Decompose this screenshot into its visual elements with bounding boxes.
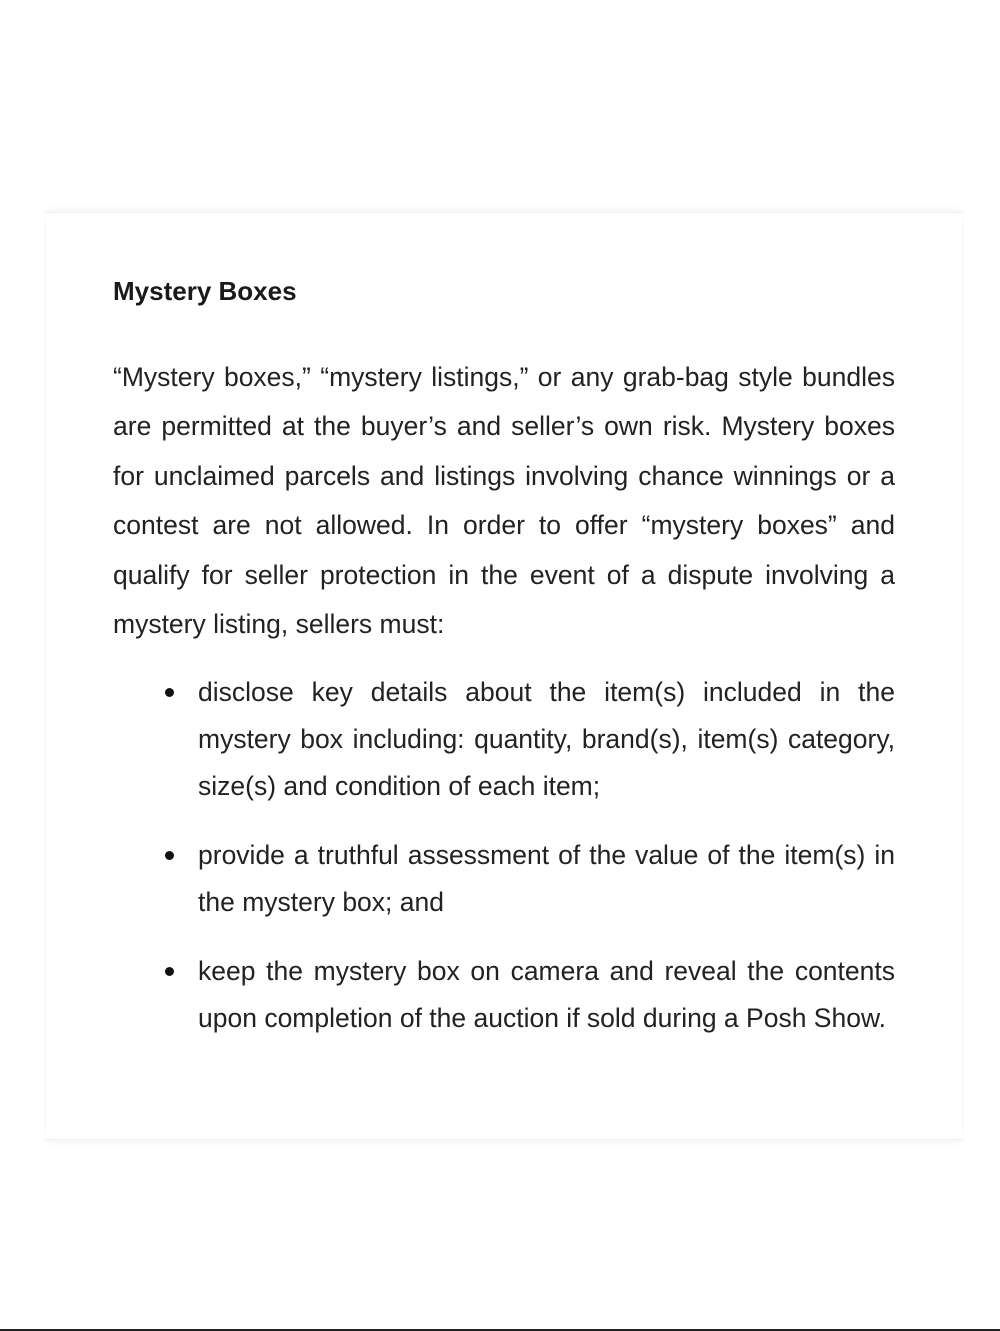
list-item-text: provide a truthful assessment of the value of the item(s) in the mystery box; and	[198, 840, 895, 918]
bullet-icon	[165, 967, 174, 976]
requirements-list	[113, 669, 895, 1042]
policy-content	[113, 275, 895, 1064]
bullet-icon	[165, 688, 174, 697]
list-item	[113, 832, 895, 926]
list-item-text: disclose key details about the item(s) included in the mystery box including: quantity, brand(s), item(s) category, size(s) and condition of each item;	[198, 677, 895, 802]
list-item	[113, 669, 895, 810]
policy-card	[46, 212, 962, 1140]
list-item-text: keep the mystery box on camera and reveal the contents upon completion of the auction if sold during a Posh Show.	[198, 956, 895, 1034]
policy-paragraph: “Mystery boxes,” “mystery listings,” or any grab-bag style bundles are permitted at the buyer’s and seller’s own risk. Mystery boxes for unclaimed parcels and listings involving chance winnings or a contest are not allowed. In order to offer “mystery boxes” and qualify for seller protection in the event of a dispute involving a mystery listing, sellers must:	[113, 362, 895, 640]
list-item	[113, 948, 895, 1042]
bullet-icon	[165, 851, 174, 860]
section-title: Mystery Boxes	[113, 276, 297, 306]
